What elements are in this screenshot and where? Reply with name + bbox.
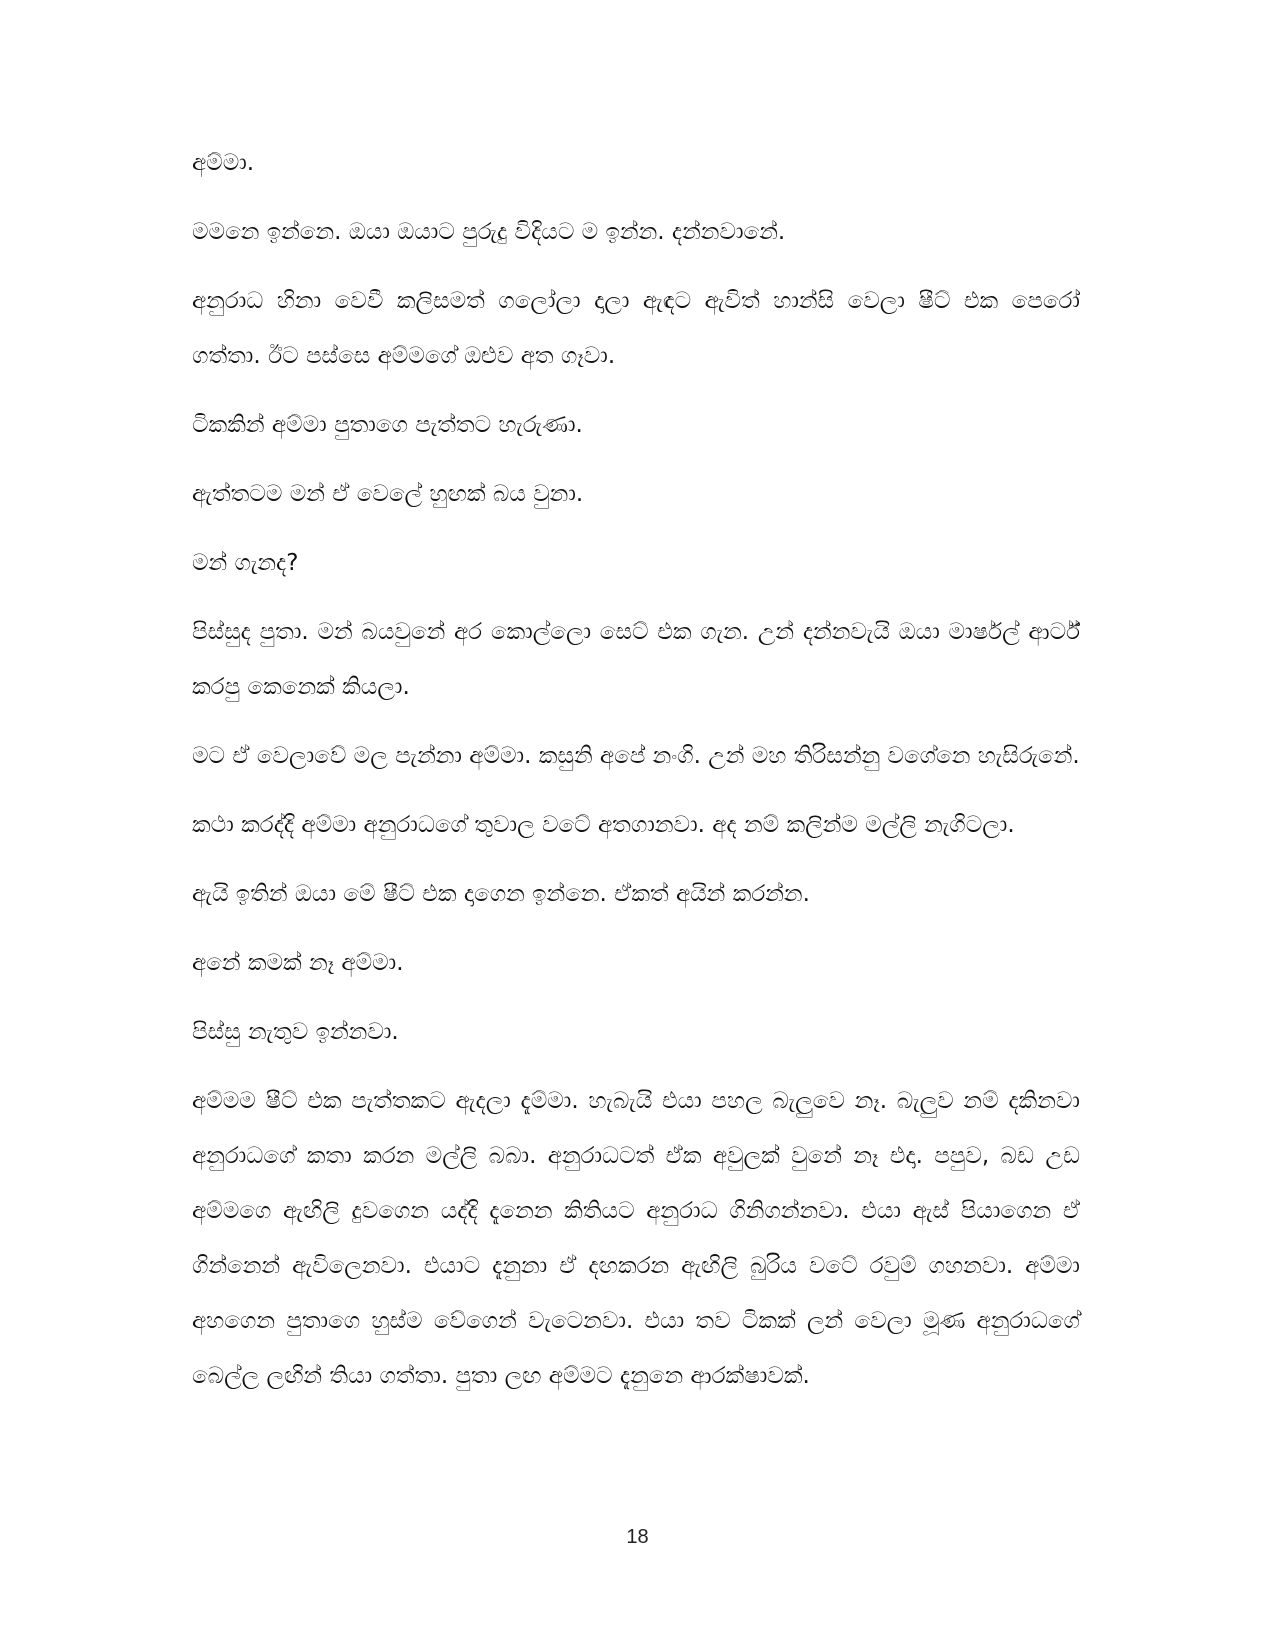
paragraph: පිස්සු නැතුව ඉන්නවා. [192,1019,399,1045]
paragraph: අම්මම ෂීට් එක පැත්තකට ඇදලා දැම්මා. හැබැයි එයා පහල බැලුවෙ නෑ. බැලුව නම් දකිනවා අනුරාධගේ කතා කරන මල්ලි බබා. අනුරාධටත් ඒක අවුලක් වුනේ නෑ එදා. පපුව, බඩ උඩ අම්මගෙ ඇඟිලි දුවගෙන යද්දි දැනෙන කිතියට අනුරාධ ගිනිගන්නවා. එයා ඇස් පියාගෙන ඒ ගින්නෙන් ඇවිලෙනවා. එයාට දැනුනා ඒ දඟකරන ඇඟිලි බුරිය වටේ රවුම් ගහනවා. අම්මා අහගෙන පුතාගෙ හුස්ම වේගෙන් වැටෙනවා. එයා තව ටිකක් ලන් වෙලා මූණ අනුරාධගේ බෙල්ල ලඟින් තියා ගත්තා. පුතා ලඟ අම්මට දැනුනෙ ආරක්ෂාවක්. [192,1088,1080,1389]
paragraph: කථා කරද්දි අම්මා අනුරාධගේ තුවාල වටේ අතගානවා. අද නම් කලින්ම මල්ලි නැගිටලා. [192,812,1015,838]
paragraph: ඇයි ඉතින් ඔයා මේ ෂීට් එක දාගෙන ඉන්නෙ. ඒකත් අයින් කරන්න. [192,881,810,907]
paragraph: මමනෙ ඉන්නෙ. ඔයා ඔයාට පුරුදු විදියට ම ඉන්න. දන්නවානේ. [192,219,786,245]
page-number: 18 [626,1526,649,1548]
paragraph: මට ඒ වෙලාවේ මල පැන්නා අම්මා. කසුනි අපේ නංගි. උන් මහ තිරිසන්නු වගේනෙ හැසිරුනේ. [192,743,1080,769]
body-text [192,136,1080,1404]
paragraph: අම්මා. [192,150,255,176]
paragraph: අනේ කමක් නෑ අම්මා. [192,950,404,976]
paragraph: ඇත්තටම මන් ඒ වෙලේ හුඟක් බය වුනා. [192,481,584,507]
paragraph: මන් ගැනද? [192,550,299,576]
paragraph: ටිකකින් අම්මා පුතාගෙ පැත්තට හැරුණා. [192,412,583,438]
paragraph: අනුරාධ හිනා වෙවී කලිසමත් ගලෝලා දාලා ඇඳට ඇවිත් හාන්සි වෙලා ෂීට් එක පෙරෝ ගත්තා. ඊට පස්සෙ අම්මගේ ඔළුව අත ගෑවා. [192,288,1080,369]
paragraph: පිස්සුද පුතා. මන් බයවුනේ අර කොල්ලො සෙට් එක ගැන. උන් දන්නවැයි ඔයා මාර්ෂල් ආර්ට් කරපු කෙනෙක් කියලා. [192,619,1080,700]
